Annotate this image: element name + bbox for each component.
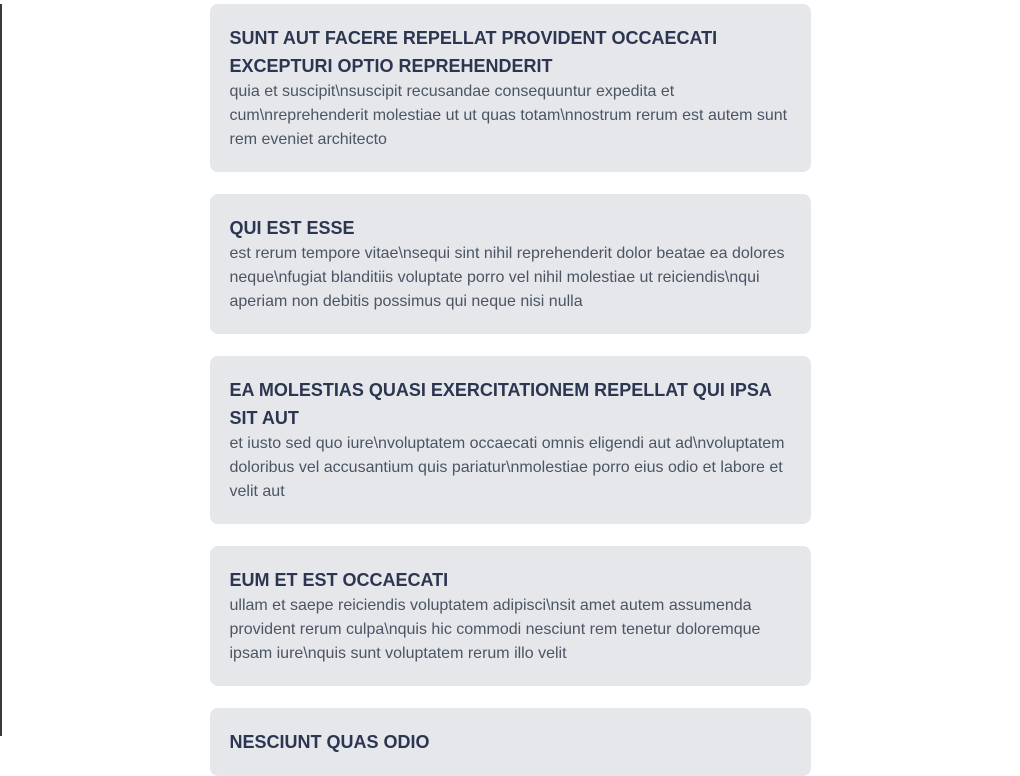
post-card xyxy=(210,194,811,334)
post-body: et iusto sed quo iure\nvoluptatem occaecati omnis eligendi aut ad\nvoluptatem doloribus vel accusantium quis pariatur\nmolestiae porro eius odio et labore et velit aut xyxy=(229,435,785,500)
post-card xyxy=(210,546,811,686)
post-card xyxy=(210,708,811,776)
posts-list xyxy=(210,4,811,776)
post-title: NESCIUNT QUAS ODIO xyxy=(229,732,430,752)
post-body: quia et suscipit\nsuscipit recusandae consequuntur expedita et cum\nreprehenderit molestiae ut ut quas totam\nnostrum rerum est autem sunt rem eveniet architecto xyxy=(229,83,788,148)
post-title: QUI EST ESSE xyxy=(229,218,355,238)
post-title: EUM ET EST OCCAECATI xyxy=(229,570,449,590)
post-card xyxy=(210,356,811,524)
post-title: SUNT AUT FACERE REPELLAT PROVIDENT OCCAECATI EXCEPTURI OPTIO REPREHENDERIT xyxy=(229,28,718,76)
post-title: EA MOLESTIAS QUASI EXERCITATIONEM REPELLAT QUI IPSA SIT AUT xyxy=(229,380,772,428)
post-card xyxy=(210,4,811,172)
window-left-border xyxy=(0,4,2,736)
post-body: ullam et saepe reiciendis voluptatem adipisci\nsit amet autem assumenda provident rerum culpa\nquis hic commodi nesciunt rem tenetur doloremque ipsam iure\nquis sunt voluptatem rerum illo velit xyxy=(229,597,761,662)
post-body: est rerum tempore vitae\nsequi sint nihil reprehenderit dolor beatae ea dolores neque\nfugiat blanditiis voluptate porro vel nihil molestiae ut reiciendis\nqui aperiam non debitis possimus qui neque nisi nulla xyxy=(229,245,785,310)
